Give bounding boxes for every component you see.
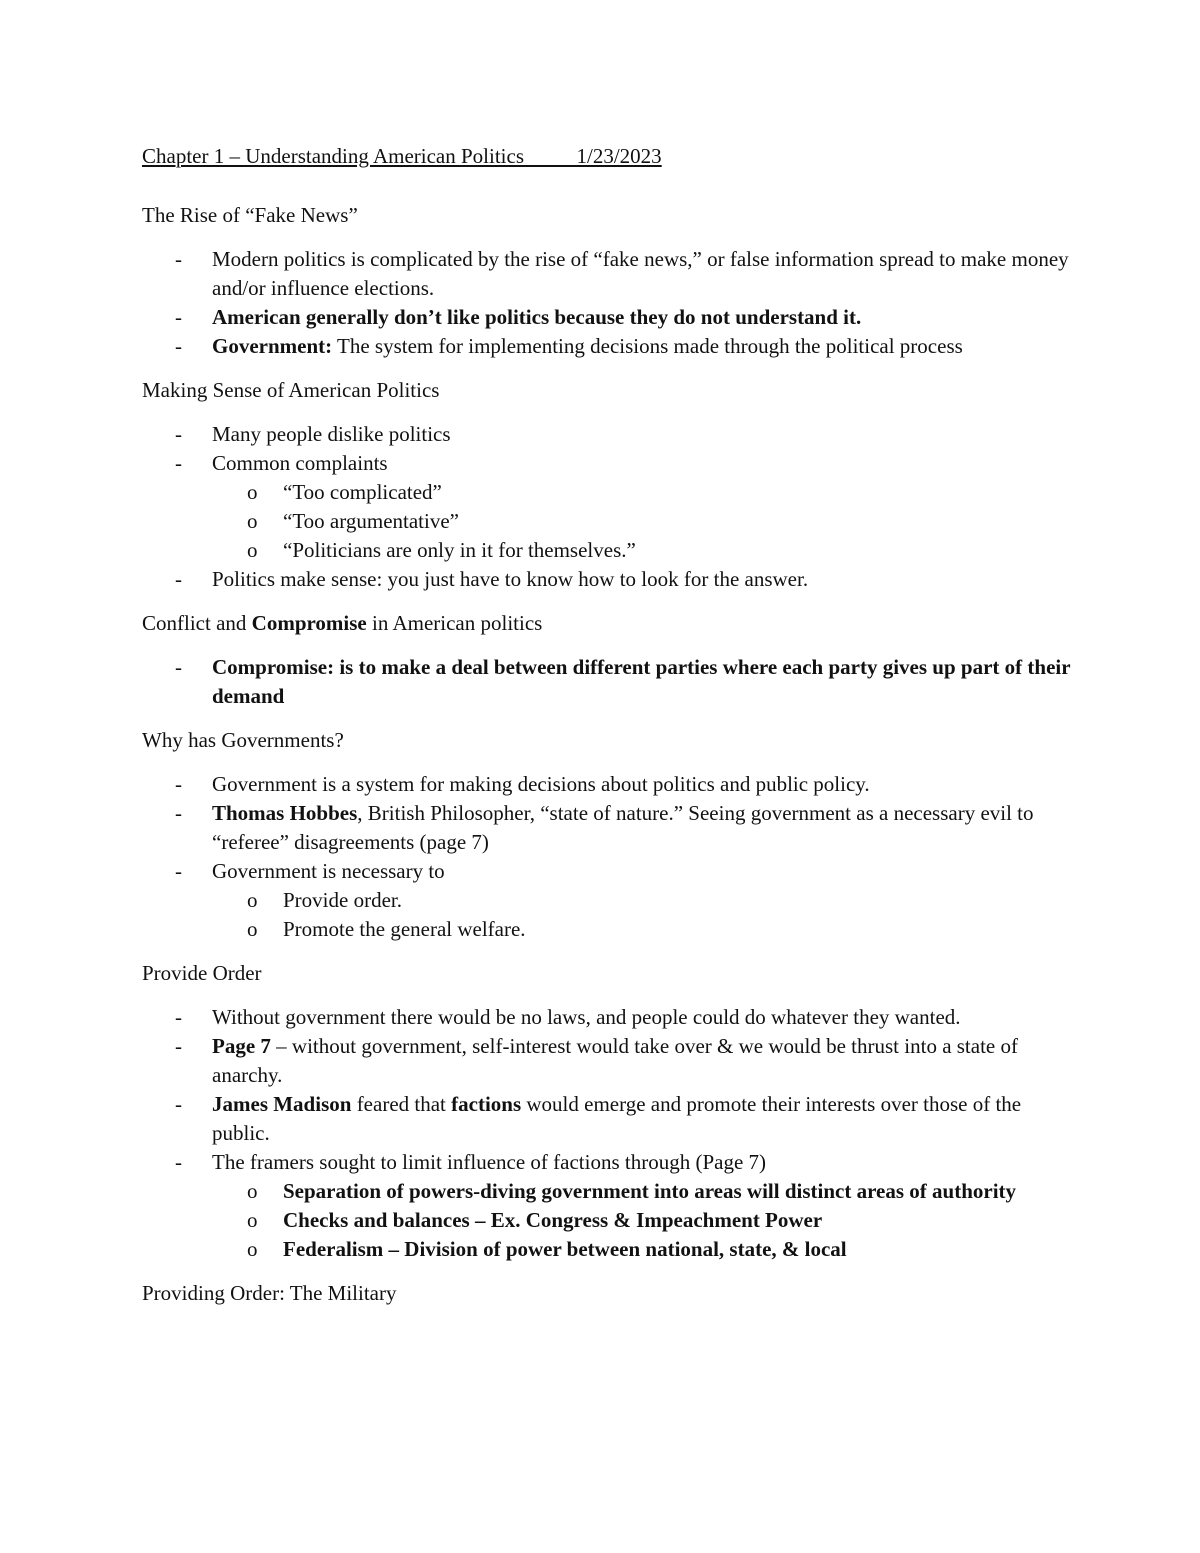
text-run: in American politics (366, 611, 543, 635)
bold-text: American generally don’t like politics because they do not understand it. (212, 305, 862, 329)
text-run: would emerge and promote their interests over those of the public. (212, 1092, 1022, 1145)
list-item (142, 653, 1072, 711)
section-heading (142, 609, 1072, 638)
dash-bullet: - (175, 1005, 182, 1029)
list-item (142, 857, 1072, 944)
bold-text: Government: (212, 334, 333, 358)
circle-bullet: o (247, 1179, 258, 1203)
bold-text: Checks and balances – Ex. Congress & Impeachment Power (283, 1208, 823, 1232)
list-item-text (212, 859, 445, 883)
sub-list-item (142, 507, 1072, 536)
text-run: Promote the general welfare. (283, 917, 526, 941)
list-item-text (212, 772, 870, 796)
sub-list-item (142, 915, 1072, 944)
circle-bullet: o (247, 1208, 258, 1232)
list-item (142, 449, 1072, 565)
bold-text: Thomas Hobbes (212, 801, 358, 825)
list-item (142, 1003, 1072, 1032)
list-item-text (212, 334, 963, 358)
bullet-list (142, 653, 1072, 711)
section-heading (142, 1279, 1072, 1308)
sub-list-item (142, 1235, 1072, 1264)
bold-text: Separation of powers-diving government into areas will distinct areas of authority (283, 1179, 1017, 1203)
circle-bullet: o (247, 1237, 258, 1261)
dash-bullet: - (175, 859, 182, 883)
dash-bullet: - (175, 567, 182, 591)
dash-bullet: - (175, 334, 182, 358)
section-heading (142, 376, 1072, 405)
list-item-text (212, 567, 808, 591)
sub-list-item (142, 886, 1072, 915)
dash-bullet: - (175, 1150, 182, 1174)
list-item-text (212, 247, 1069, 300)
dash-bullet: - (175, 772, 182, 796)
sub-list-item-text (283, 1237, 847, 1261)
text-run: The Rise of “Fake News” (142, 203, 358, 227)
bold-text: Federalism – Division of power between national, state, & local (283, 1237, 847, 1261)
dash-bullet: - (175, 451, 182, 475)
dash-bullet: - (175, 305, 182, 329)
circle-bullet: o (247, 538, 258, 562)
text-run: Providing Order: The Military (142, 1281, 397, 1305)
section-heading (142, 726, 1072, 755)
document-title: Chapter 1 – Understanding American Politics 1/23/2023 (142, 144, 662, 168)
circle-bullet: o (247, 480, 258, 504)
sub-list-item (142, 536, 1072, 565)
list-item-text (212, 1034, 1018, 1087)
text-run: Many people dislike politics (212, 422, 451, 446)
bullet-list (142, 420, 1072, 594)
list-item (142, 799, 1072, 857)
text-run: Common complaints (212, 451, 388, 475)
text-run: Without government there would be no laws, and people could do whatever they wanted. (212, 1005, 961, 1029)
text-run: The system for implementing decisions made through the political process (332, 334, 963, 358)
text-run: feared that (351, 1092, 452, 1116)
text-run: – without government, self-interest would take over & we would be thrust into a state of anarchy. (212, 1034, 1018, 1087)
list-item-text (212, 422, 451, 446)
list-item (142, 420, 1072, 449)
text-run: Conflict and (142, 611, 252, 635)
document-body (142, 142, 1072, 1323)
text-run: Making Sense of American Politics (142, 378, 440, 402)
list-item-text (212, 1150, 766, 1174)
sub-list-item (142, 1177, 1072, 1206)
sub-list-item-text (283, 888, 402, 912)
bold-text: Compromise: is to make a deal between different parties where each party gives up part of their demand (212, 655, 1071, 708)
sub-list-item-text (283, 917, 526, 941)
list-item (142, 565, 1072, 594)
list-item (142, 770, 1072, 799)
bullet-list (142, 245, 1072, 361)
sub-list-item (142, 1206, 1072, 1235)
text-run: Provide order. (283, 888, 402, 912)
sub-list-item-text (283, 1208, 822, 1232)
circle-bullet: o (247, 917, 258, 941)
bold-text: Page 7 (212, 1034, 271, 1058)
dash-bullet: - (175, 801, 182, 825)
text-run: “Politicians are only in it for themselves.” (283, 538, 636, 562)
bold-text: James Madison (212, 1092, 352, 1116)
list-item (142, 1148, 1072, 1264)
list-item (142, 1090, 1072, 1148)
text-run: “Too argumentative” (283, 509, 459, 533)
text-run: The framers sought to limit influence of factions through (Page 7) (212, 1150, 767, 1174)
section-heading (142, 959, 1072, 988)
sub-bullet-list (212, 478, 1072, 565)
sub-list-item-text (283, 480, 442, 504)
dash-bullet: - (175, 422, 182, 446)
list-item (142, 245, 1072, 303)
sub-list-item (142, 478, 1072, 507)
text-run: Why has Governments? (142, 728, 344, 752)
list-item (142, 303, 1072, 332)
bold-text: Compromise (251, 611, 367, 635)
sub-list-item-text (283, 1179, 1016, 1203)
text-run: Modern politics is complicated by the rise of “fake news,” or false information spread to make money and/or influence elections. (212, 247, 1069, 300)
circle-bullet: o (247, 888, 258, 912)
sub-list-item-text (283, 538, 636, 562)
list-item-text (212, 655, 1070, 708)
dash-bullet: - (175, 247, 182, 271)
sub-list-item-text (283, 509, 459, 533)
dash-bullet: - (175, 655, 182, 679)
text-run: , British Philosopher, “state of nature.” Seeing government as a necessary evil to “referee” disagreements (page 7) (212, 801, 1034, 854)
list-item-text (212, 801, 1034, 854)
text-run: “Too complicated” (283, 480, 442, 504)
sub-bullet-list (212, 1177, 1072, 1264)
bullet-list (142, 770, 1072, 944)
text-run: Politics make sense: you just have to know how to look for the answer. (212, 567, 809, 591)
list-item-text (212, 1005, 961, 1029)
text-run: Government is a system for making decisions about politics and public policy. (212, 772, 870, 796)
sub-bullet-list (212, 886, 1072, 944)
bullet-list (142, 1003, 1072, 1264)
list-item-text (212, 1092, 1021, 1145)
dash-bullet: - (175, 1092, 182, 1116)
bold-text: factions (451, 1092, 522, 1116)
list-item (142, 332, 1072, 361)
list-item-text (212, 451, 388, 475)
dash-bullet: - (175, 1034, 182, 1058)
list-item (142, 1032, 1072, 1090)
section-heading (142, 201, 1072, 230)
circle-bullet: o (247, 509, 258, 533)
text-run: Provide Order (142, 961, 262, 985)
list-item-text (212, 305, 861, 329)
text-run: Government is necessary to (212, 859, 445, 883)
